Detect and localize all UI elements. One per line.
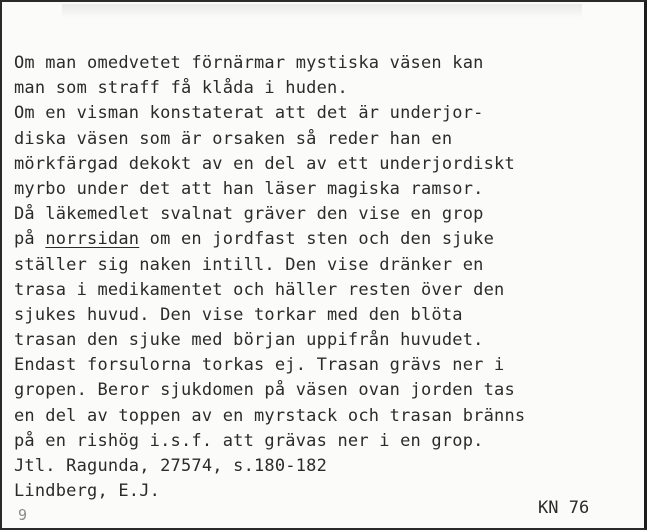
catalog-code: KN 76 — [538, 498, 590, 518]
text-line: Då läkemedlet svalnat gräver den vise en grop — [14, 204, 484, 225]
text-line: gropen. Beror sjukdomen på väsen ovan jorden tas — [14, 380, 515, 401]
page-number: 9 — [18, 506, 28, 524]
text-line: Om man omedvetet förnärmar mystiska väsen kan — [14, 53, 484, 73]
text-line: myrbo under det att han läser magiska ramsor. — [14, 178, 484, 199]
text-segment: på — [14, 229, 46, 250]
text-line: ställer sig naken intill. Den vise dränker en — [14, 254, 484, 275]
text-line: man som straff få klåda i huden. — [14, 78, 348, 99]
source-reference: Jtl. Ragunda, 27574, s.180-182 — [14, 456, 328, 476]
text-line: en del av toppen av en myrstack och trasan bränns — [14, 405, 526, 426]
author-line: Lindberg, E.J. — [14, 481, 161, 502]
underlined-word: norrsidan — [45, 229, 140, 250]
text-line: trasa i medikamentet och häller resten över den — [14, 279, 505, 300]
text-line: mörkfärgad dekokt av en del av ett underjordiskt — [14, 153, 515, 174]
scan-smudge — [62, 4, 582, 18]
text-line: på en rishög i.s.f. att grävas ner i en grop. — [14, 430, 484, 451]
text-line: diska väsen som är orsaken så reder han en — [14, 128, 453, 149]
text-line: Om en visman konstaterat att det är underjor- — [14, 103, 484, 124]
text-line — [14, 227, 639, 252]
text-line: Endast forsulorna torkas ej. Trasan grävs ner i — [14, 355, 505, 376]
text-segment: om en jordfast sten och den sjuke — [139, 229, 495, 250]
card-text — [14, 51, 639, 504]
text-line: sjukes huvud. Den vise torkar med den blöta — [14, 304, 463, 325]
text-line: trasan den sjuke med början uppifrån huvudet. — [14, 330, 484, 351]
